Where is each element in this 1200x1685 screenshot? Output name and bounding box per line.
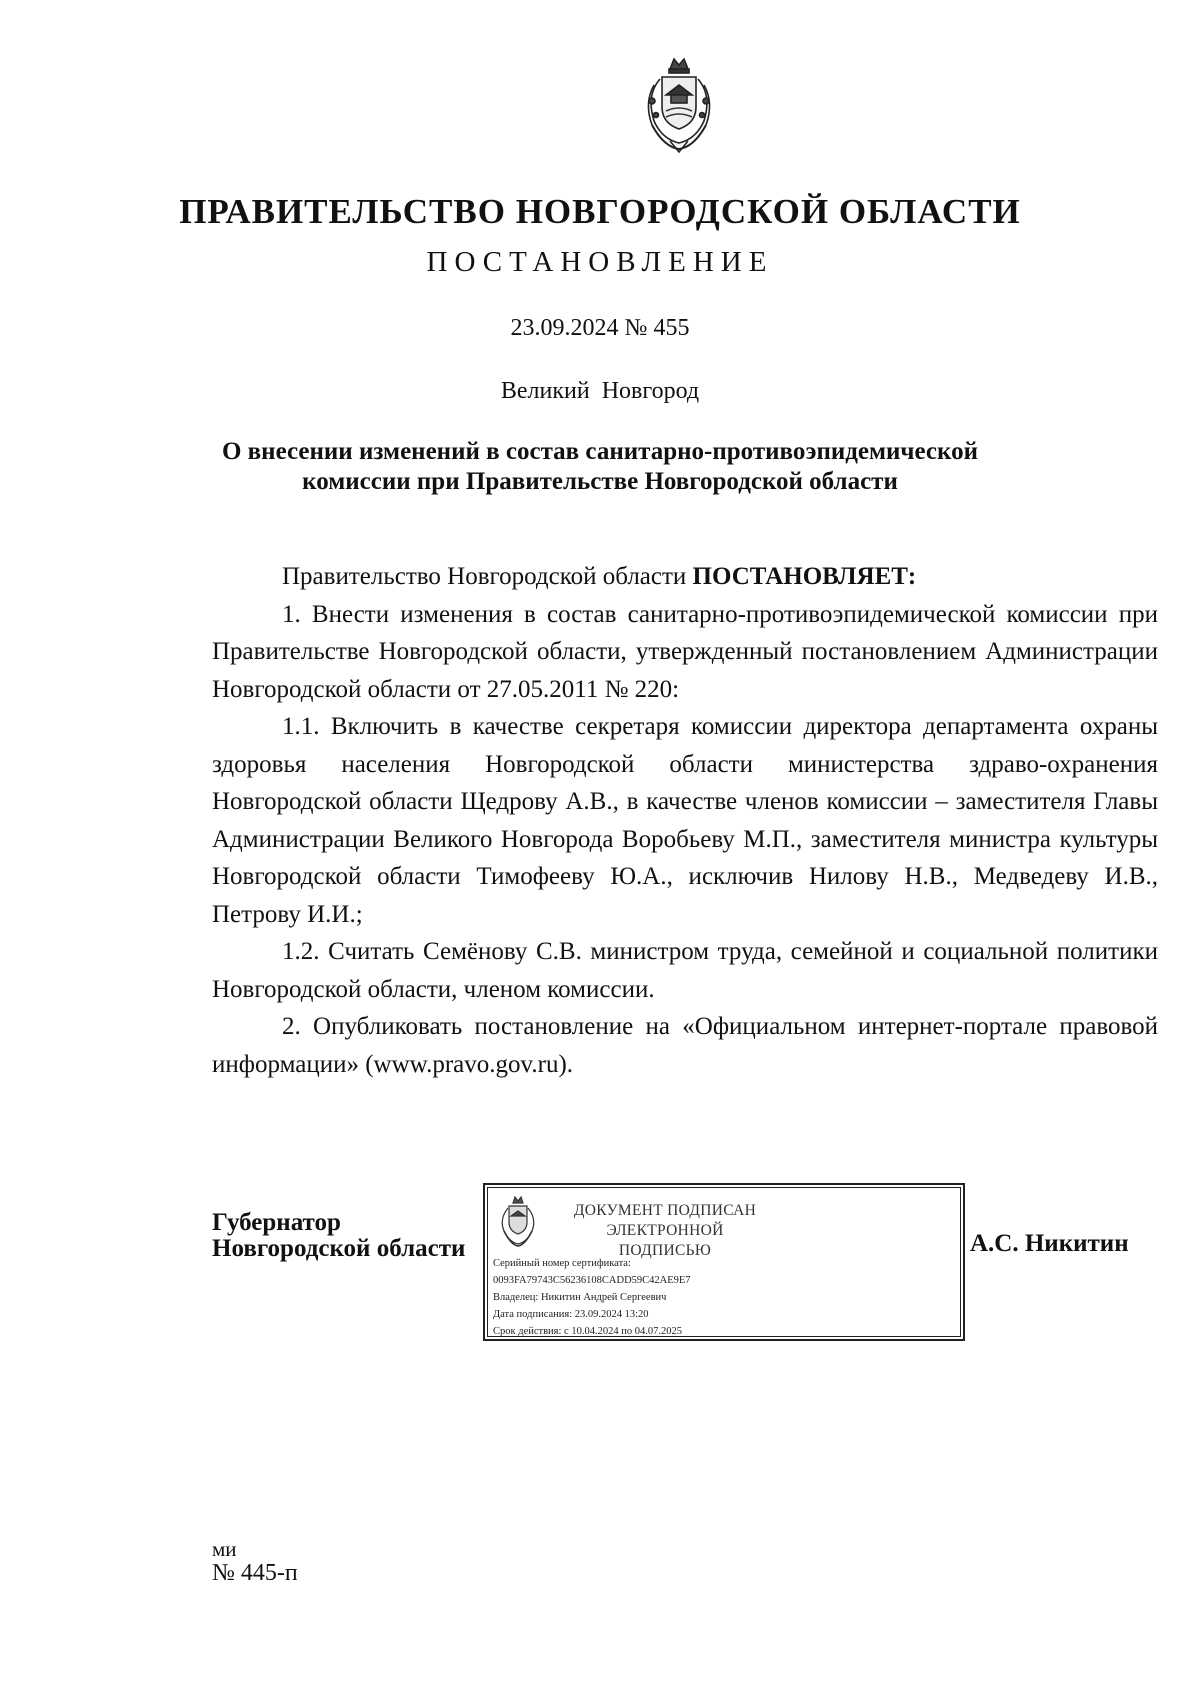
document-title-line1: О внесении изменений в состав санитарно-противоэпидемической	[221, 438, 979, 465]
government-name: ПРАВИТЕЛЬСТВО НОВГОРОДСКОЙ ОБЛАСТИ	[179, 192, 1021, 231]
electronic-signature-stamp	[483, 1183, 965, 1341]
resolution-intro	[212, 558, 1158, 596]
document-title	[0, 437, 1200, 497]
signatory-position	[212, 1210, 465, 1262]
stamp-heading	[565, 1201, 765, 1261]
signer-name: А.С. Никитин	[970, 1230, 1129, 1257]
certificate-label: Серийный номер сертификата:	[493, 1258, 631, 1269]
document-body	[212, 558, 1158, 1083]
paragraph-2: 2. Опубликовать постановление на «Официальном интернет-портале правовой информации» (www.pravo.gov.ru).	[212, 1013, 1158, 1078]
certificate-validity: Срок действия: с 10.04.2024 по 04.07.2025	[493, 1326, 682, 1337]
executor-initials: ми	[212, 1537, 237, 1561]
paragraph-1-2: 1.2. Считать Семёнову С.В. министром труда, семейной и социальной политики Новгородской области, членом комиссии.	[212, 938, 1158, 1003]
reference-number: № 445-п	[212, 1560, 298, 1586]
coat-of-arms-icon	[640, 55, 718, 153]
stamp-heading-line2: ЭЛЕКТРОННОЙ ПОДПИСЬЮ	[606, 1222, 724, 1259]
paragraph-1-1: 1.1. Включить в качестве секретаря комиссии директора департамента охраны здоровья населения Новгородской области министерства здраво-охранения Новгородской области Щедрову А.В., в качестве членов комиссии – заместителя Главы Администрации Великого Новгорода Воробьеву М.П., заместителя министра культуры Новгородской области Тимофееву Ю.А., исключив Нилову Н.В., Медведеву И.В., Петрову И.И.;	[212, 713, 1158, 928]
document-title-line2: комиссии при Правительстве Новгородской области	[302, 468, 898, 495]
signing-date: Дата подписания: 23.09.2024 13:20	[493, 1309, 649, 1320]
certificate-owner: Владелец: Никитин Андрей Сергеевич	[493, 1292, 667, 1303]
position-line2: Новгородской области	[212, 1235, 466, 1262]
paragraph-1: 1. Внести изменения в состав санитарно-противоэпидемической комиссии при Правительстве Новгородской области, утвержденный постановлением Администрации Новгородской области от 27.05.2011 № 220:	[212, 600, 1158, 703]
certificate-serial: 0093FA79743C56236108CADD59C42AE9E7	[493, 1275, 691, 1286]
document-city: Великий Новгород	[500, 378, 700, 404]
document-type: ПОСТАНОВЛЕНИЕ	[426, 246, 774, 278]
coat-of-arms-icon	[496, 1195, 540, 1247]
position-line1: Губернатор	[212, 1209, 341, 1236]
stamp-details	[493, 1255, 691, 1340]
intro-text: Правительство Новгородской области	[282, 563, 693, 590]
document-footer	[212, 1537, 298, 1585]
intro-bold-resolves: ПОСТАНОВЛЯЕТ:	[692, 563, 917, 590]
stamp-heading-line1: ДОКУМЕНТ ПОДПИСАН	[573, 1202, 757, 1219]
document-date-number: 23.09.2024 № 455	[510, 315, 690, 341]
